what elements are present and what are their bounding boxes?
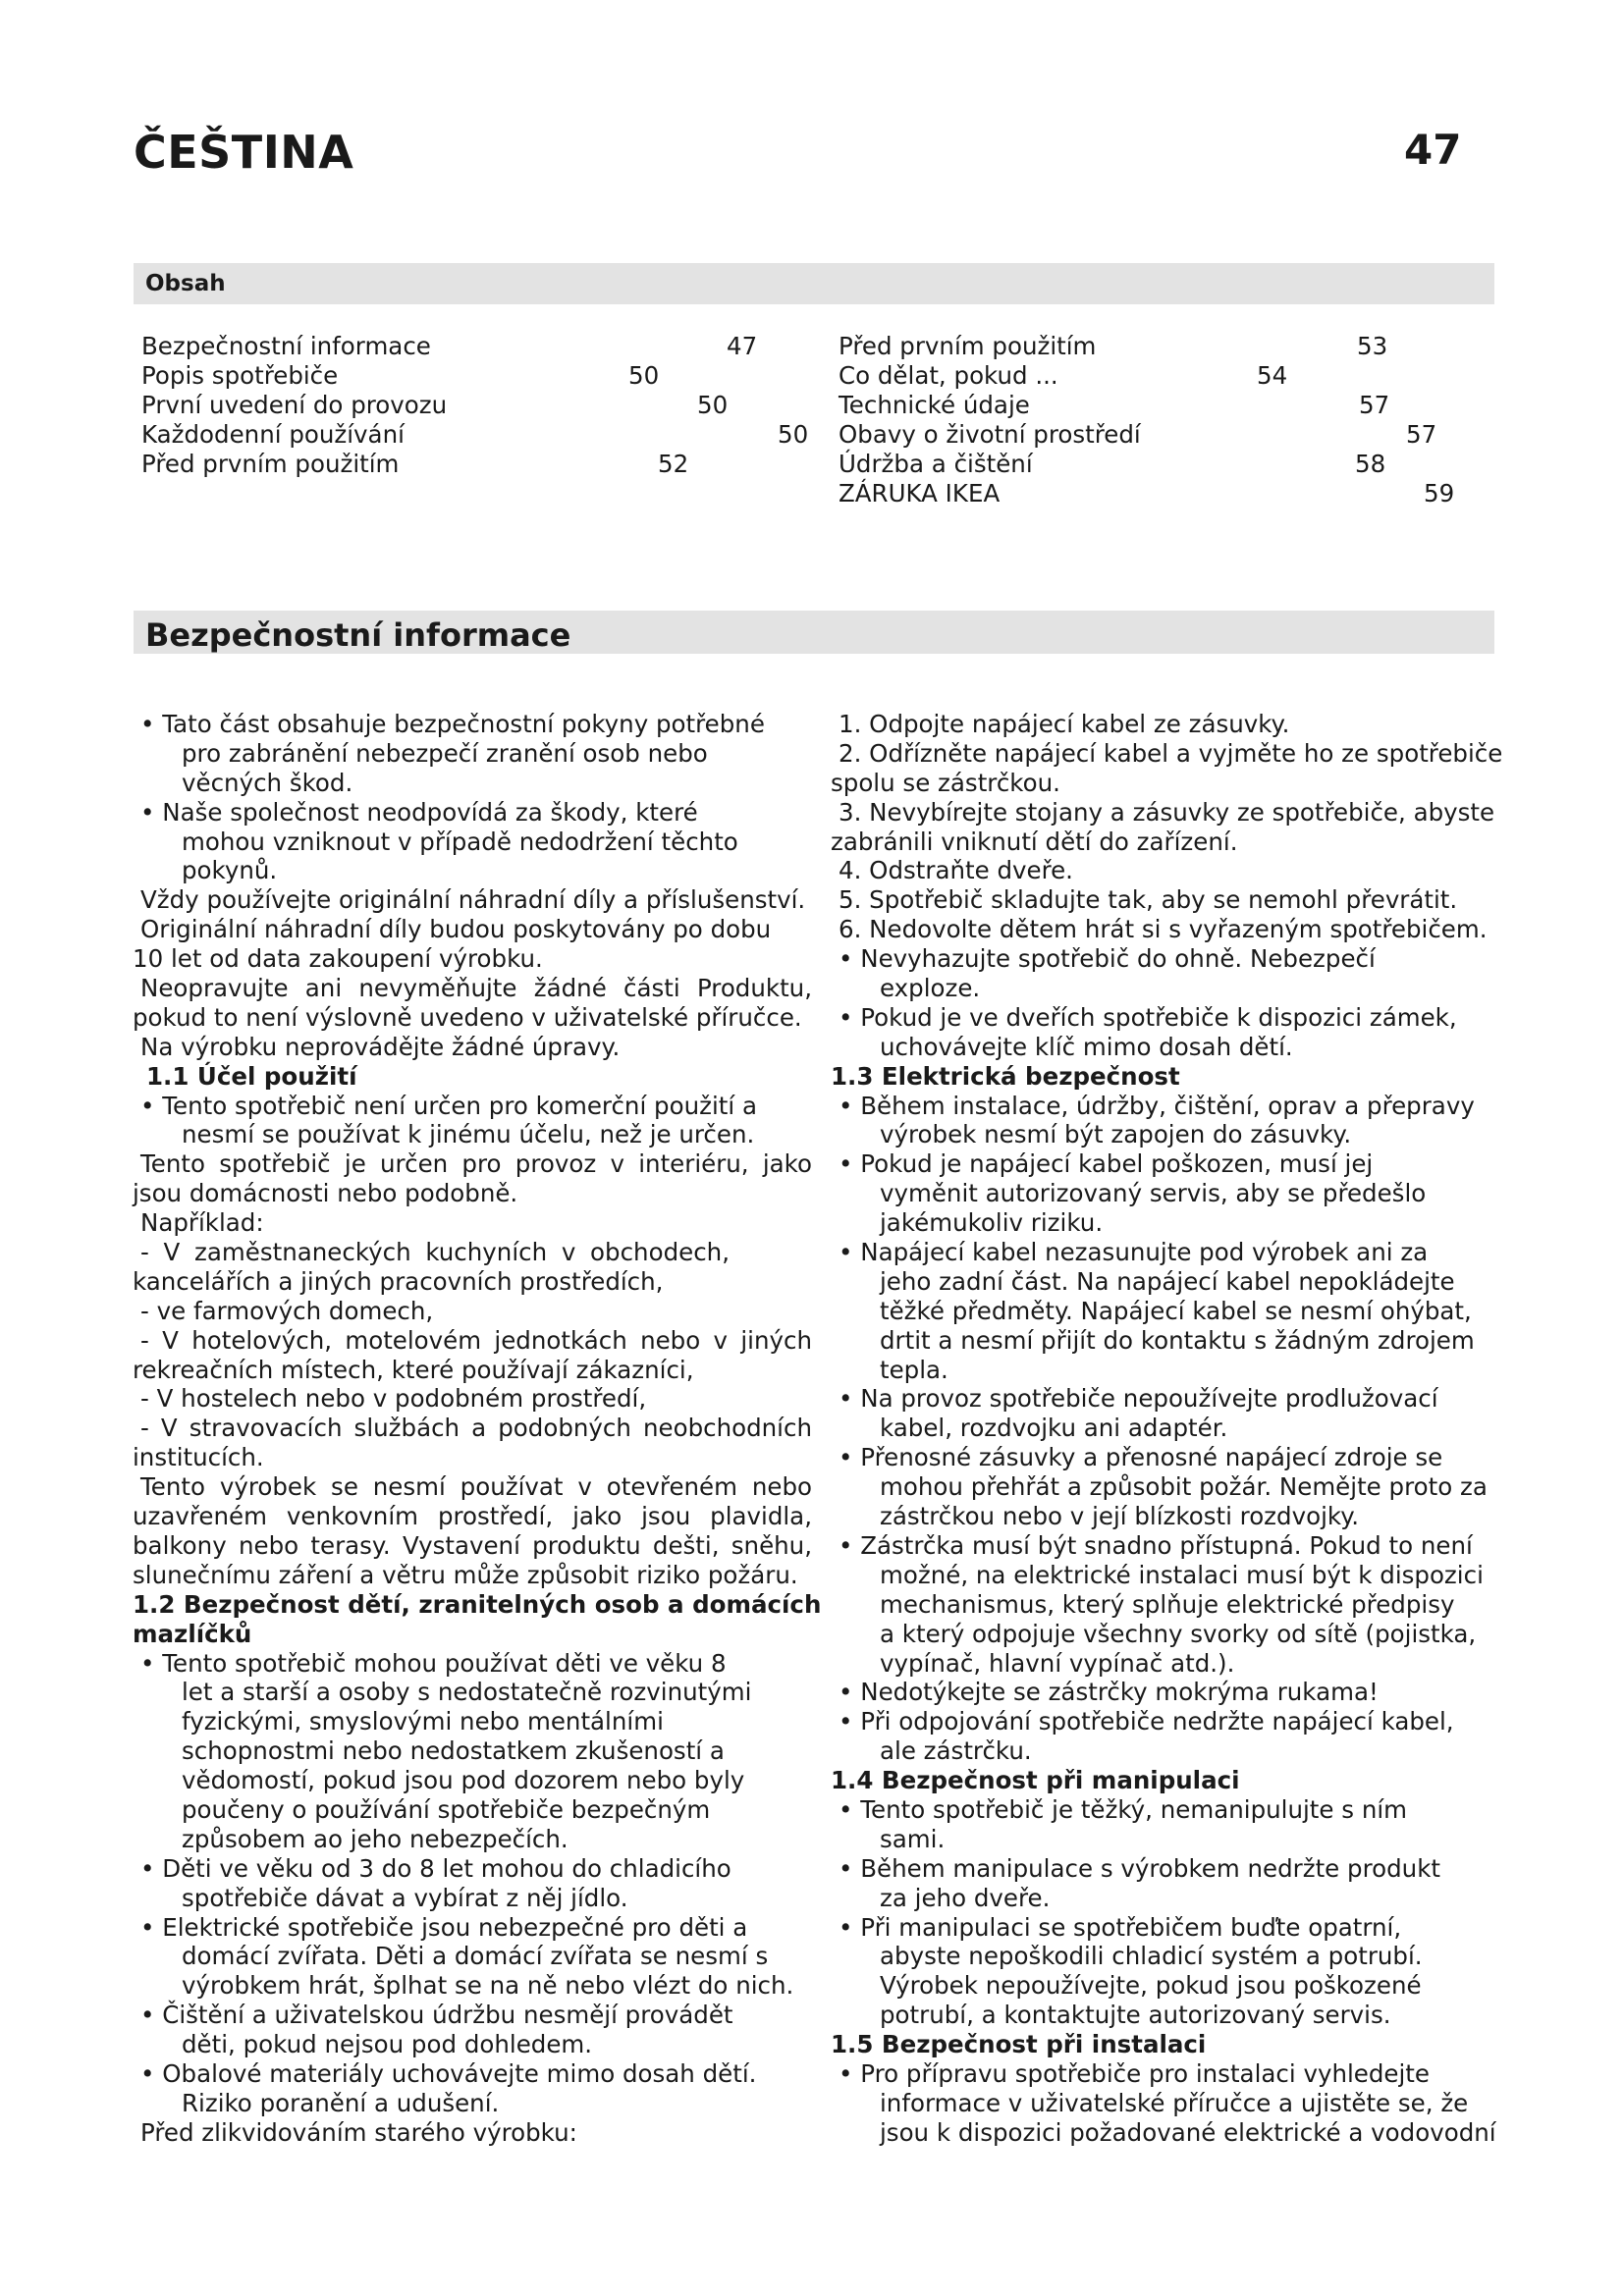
text-line: kabel, rozdvojku ani adaptér. xyxy=(880,1414,1228,1443)
text-line: a který odpojuje všechny svorky od sítě (pojistka, xyxy=(880,1619,1477,1648)
text-line: 10 let od data zakoupení výrobku. xyxy=(133,944,543,974)
text-line: • Přenosné zásuvky a přenosné napájecí zdroje se xyxy=(839,1443,1443,1472)
text-line: • Pokud je ve dveřích spotřebiče k dispozici zámek, xyxy=(839,1002,1457,1032)
text-line: výrobkem hrát, šplhat se na ně nebo vlézt do nich. xyxy=(182,1971,794,2001)
text-line: jeho zadní část. Na napájecí kabel nepokládejte xyxy=(880,1266,1455,1296)
text-line: abyste nepoškodili chladicí systém a potrubí. xyxy=(880,1942,1423,1971)
text-line: balkony nebo terasy. Vystavení produktu dešti, sněhu, xyxy=(133,1530,812,1560)
text-line: - V hostelech nebo v podobném prostředí, xyxy=(140,1384,647,1414)
text-line: • Čištění a uživatelskou údržbu nesmějí provádět xyxy=(140,2001,733,2030)
text-line: jsou domácnosti nebo podobně. xyxy=(133,1179,518,1208)
text-line: 3. Nevybírejte stojany a zásuvky ze spotřebiče, abyste xyxy=(839,797,1495,827)
text-line: uzavřeném venkovním prostředí, jako jsou plavidla, xyxy=(133,1502,812,1531)
text-line: jakémukoliv riziku. xyxy=(880,1208,1104,1238)
text-line: Před zlikvidováním starého výrobku: xyxy=(140,2117,577,2147)
text-line: Na výrobku neprovádějte žádné úpravy. xyxy=(140,1032,621,1061)
text-line: za jeho dveře. xyxy=(880,1883,1051,1912)
text-line: exploze. xyxy=(880,974,981,1003)
text-line: - V hotelových, motelovém jednotkách nebo v jiných xyxy=(140,1325,812,1355)
text-line: spotřebiče dávat a vybírat z něj jídlo. xyxy=(182,1883,628,1912)
text-line: kancelářích a jiných pracovních prostředích, xyxy=(133,1266,664,1296)
toc-label: Každodenní používání xyxy=(141,420,405,449)
subsection-heading: 1.4 Bezpečnost při manipulaci xyxy=(831,1766,1240,1795)
page-title: ČEŠTINA xyxy=(134,126,354,179)
text-line: 6. Nedovolte dětem hrát si s vyřazeným spotřebičem. xyxy=(839,915,1488,944)
safety-left-column xyxy=(133,710,822,2148)
text-line: • Při manipulaci se spotřebičem buďte opatrní, xyxy=(839,1912,1402,1942)
text-line: tepla. xyxy=(880,1355,948,1384)
toc-page: 57 xyxy=(1359,391,1390,419)
safety-right-column xyxy=(831,710,1510,2148)
text-line: • Na provoz spotřebiče nepoužívejte prodlužovací xyxy=(839,1384,1438,1414)
text-line: - ve farmových domech, xyxy=(140,1296,434,1325)
text-line: ale zástrčku. xyxy=(880,1736,1032,1766)
toc-page: 59 xyxy=(1424,479,1455,507)
toc-page: 50 xyxy=(697,391,729,419)
text-line: • Při odpojování spotřebiče nedržte napájecí kabel, xyxy=(839,1707,1454,1736)
toc-page: 57 xyxy=(1406,420,1437,449)
text-line: 4. Odstraňte dveře. xyxy=(839,856,1073,885)
text-line: vyměnit autorizovaný servis, aby se předešlo xyxy=(880,1179,1427,1208)
text-line: • Tento spotřebič není určen pro komerční použití a xyxy=(140,1091,757,1120)
toc-label: Před prvním použitím xyxy=(141,450,400,478)
text-line: • Během manipulace s výrobkem nedržte produkt xyxy=(839,1853,1440,1883)
toc-page: 52 xyxy=(658,450,689,478)
text-line: vypínač, hlavní vypínač atd.). xyxy=(880,1648,1235,1678)
toc-label: Obavy o životní prostředí xyxy=(839,420,1141,449)
text-line: - V zaměstnaneckých kuchyních v obchodech, xyxy=(140,1238,730,1267)
subsection-heading: 1.3 Elektrická bezpečnost xyxy=(831,1061,1180,1091)
safety-heading: Bezpečnostní informace xyxy=(145,616,571,654)
text-line: informace v uživatelské příručce a ujistěte se, že xyxy=(880,2088,1469,2117)
text-line: zabránili vniknutí dětí do zařízení. xyxy=(831,827,1238,856)
text-line: uchovávejte klíč mimo dosah dětí. xyxy=(880,1032,1293,1061)
text-line: • Napájecí kabel nezasunujte pod výrobek ani za xyxy=(839,1238,1429,1267)
text-line: pokud to není výslovně uvedeno v uživatelské příručce. xyxy=(133,1002,802,1032)
text-line: Riziko poranění a udušení. xyxy=(182,2088,500,2117)
text-line: poučeny o používání spotřebiče bezpečným xyxy=(182,1794,711,1824)
text-line: možné, na elektrické instalaci musí být k dispozici xyxy=(880,1560,1484,1589)
text-line: spolu se zástrčkou. xyxy=(831,768,1060,797)
text-line: Neopravujte ani nevyměňujte žádné části Produktu, xyxy=(140,974,812,1003)
text-line: těžké předměty. Napájecí kabel se nesmí ohýbat, xyxy=(880,1296,1472,1325)
text-line: • Zástrčka musí být snadno přístupná. Pokud to není xyxy=(839,1530,1473,1560)
text-line: výrobek nesmí být zapojen do zásuvky. xyxy=(880,1120,1352,1149)
text-line: • Tento spotřebič je těžký, nemanipulujte s ním xyxy=(839,1794,1408,1824)
text-line: mohou vzniknout v případě nedodržení těchto xyxy=(182,827,738,856)
text-line: Tento výrobek se nesmí používat v otevřeném nebo xyxy=(140,1472,812,1502)
text-line: pokynů. xyxy=(182,856,278,885)
contents-heading-band xyxy=(134,263,1494,304)
toc-page: 53 xyxy=(1357,332,1388,360)
text-line: • Elektrické spotřebiče jsou nebezpečné pro děti a xyxy=(140,1912,748,1942)
text-line: drtit a nesmí přijít do kontaktu s žádným zdrojem xyxy=(880,1325,1475,1355)
page-number: 47 xyxy=(1404,126,1462,174)
text-line: Výrobek nepoužívejte, pokud jsou poškozené xyxy=(880,1971,1422,2001)
toc-label: Popis spotřebiče xyxy=(141,361,339,390)
text-line: jsou k dispozici požadované elektrické a vodovodní xyxy=(880,2117,1496,2147)
text-line: • Tato část obsahuje bezpečnostní pokyny potřebné xyxy=(140,710,765,738)
toc-label: První uvedení do provozu xyxy=(141,391,448,419)
text-line: Originální náhradní díly budou poskytovány po dobu xyxy=(140,915,772,944)
toc-label: Před prvním použitím xyxy=(839,332,1097,360)
text-line: slunečnímu záření a větru může způsobit riziko požáru. xyxy=(133,1560,798,1589)
text-line: • Děti ve věku od 3 do 8 let mohou do chladicího xyxy=(140,1853,731,1883)
text-line: 2. Odřízněte napájecí kabel a vyjměte ho ze spotřebiče xyxy=(839,738,1503,768)
text-line: sami. xyxy=(880,1824,946,1853)
text-line: vědomostí, pokud jsou pod dozorem nebo byly xyxy=(182,1766,745,1795)
toc-page: 50 xyxy=(778,420,809,449)
text-line: Například: xyxy=(140,1208,264,1238)
text-line: Tento spotřebič je určen pro provoz v interiéru, jako xyxy=(140,1149,812,1179)
subsection-heading: 1.2 Bezpečnost dětí, zranitelných osob a domácích xyxy=(133,1589,822,1619)
text-line: • Během instalace, údržby, čištění, oprav a přepravy xyxy=(839,1091,1475,1120)
text-line: • Tento spotřebič mohou používat děti ve věku 8 xyxy=(140,1648,727,1678)
text-line: fyzickými, smyslovými nebo mentálními xyxy=(182,1707,664,1736)
text-line: • Naše společnost neodpovídá za škody, které xyxy=(140,797,698,827)
text-line: pro zabránění nebezpečí zranění osob nebo xyxy=(182,738,708,768)
text-line: věcných škod. xyxy=(182,768,353,797)
text-line: domácí zvířata. Děti a domácí zvířata se nesmí s xyxy=(182,1942,769,1971)
text-line: potrubí, a kontaktujte autorizovaný servis. xyxy=(880,2001,1391,2030)
text-line: rekreačních místech, které používají zákazníci, xyxy=(133,1355,694,1384)
text-line: schopnostmi nebo nedostatkem zkušeností a xyxy=(182,1736,725,1766)
text-line: nesmí se používat k jinému účelu, než je určen. xyxy=(182,1120,755,1149)
toc-page: 54 xyxy=(1257,361,1288,390)
text-line: • Nevyhazujte spotřebič do ohně. Nebezpečí xyxy=(839,944,1376,974)
toc-page: 47 xyxy=(727,332,758,360)
toc-label: Co dělat, pokud ... xyxy=(839,361,1058,390)
toc-label: ZÁRUKA IKEA xyxy=(839,479,1001,507)
text-line: zástrčkou nebo v její blízkosti rozdvojky. xyxy=(880,1502,1360,1531)
safety-heading-band xyxy=(134,611,1494,654)
text-line: děti, pokud nejsou pod dohledem. xyxy=(182,2030,593,2059)
toc-label: Bezpečnostní informace xyxy=(141,332,431,360)
subsection-heading: mazlíčků xyxy=(133,1619,252,1648)
toc-page: 58 xyxy=(1355,450,1386,478)
text-line: mohou přehřát a způsobit požár. Nemějte proto za xyxy=(880,1472,1488,1502)
text-line: 5. Spotřebič skladujte tak, aby se nemohl převrátit. xyxy=(839,885,1458,915)
text-line: • Pokud je napájecí kabel poškozen, musí jej xyxy=(839,1149,1374,1179)
text-line: Vždy používejte originální náhradní díly a příslušenství. xyxy=(140,885,806,915)
subsection-heading: 1.5 Bezpečnost při instalaci xyxy=(831,2030,1207,2059)
subsection-heading: 1.1 Účel použití xyxy=(146,1061,357,1091)
text-line: způsobem ao jeho nebezpečích. xyxy=(182,1824,568,1853)
text-line: • Nedotýkejte se zástrčky mokrýma rukama! xyxy=(839,1678,1379,1707)
text-line: mechanismus, který splňuje elektrické předpisy xyxy=(880,1589,1455,1619)
text-line: • Obalové materiály uchovávejte mimo dosah dětí. xyxy=(140,2058,757,2088)
text-line: 1. Odpojte napájecí kabel ze zásuvky. xyxy=(839,710,1290,738)
toc-label: Technické údaje xyxy=(839,391,1030,419)
toc-label: Údržba a čištění xyxy=(839,450,1033,478)
toc-page: 50 xyxy=(628,361,660,390)
text-line: let a starší a osoby s nedostatečně rozvinutými xyxy=(182,1678,752,1707)
text-line: • Pro přípravu spotřebiče pro instalaci vyhledejte xyxy=(839,2058,1430,2088)
text-line: institucích. xyxy=(133,1443,264,1472)
contents-heading: Obsah xyxy=(145,271,226,296)
text-line: - V stravovacích službách a podobných neobchodních xyxy=(140,1414,812,1443)
